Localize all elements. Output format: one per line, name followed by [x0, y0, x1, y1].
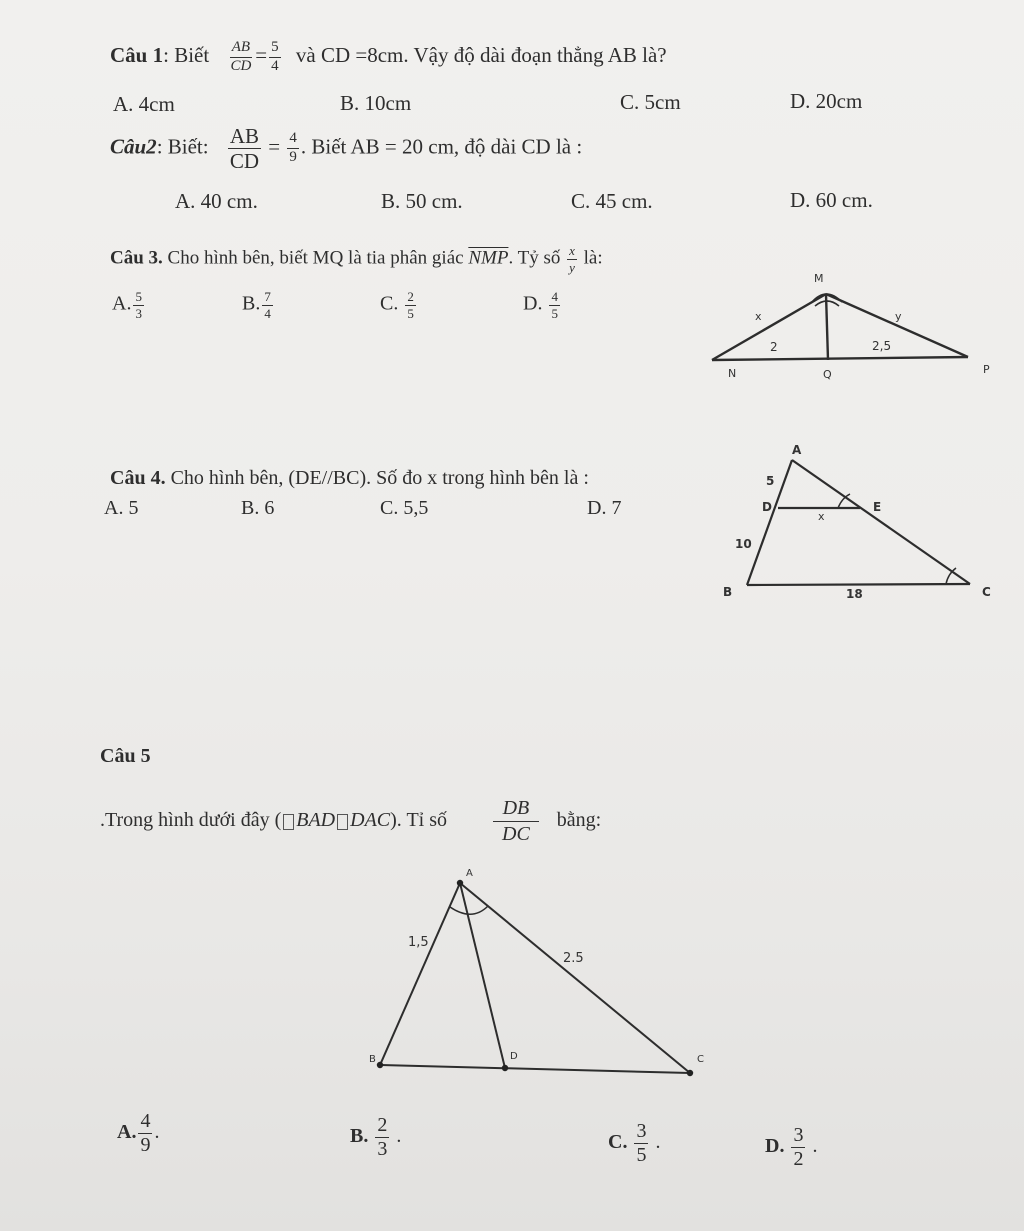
label-qp: 2,5 [872, 339, 892, 353]
label-ad: 5 [766, 474, 775, 488]
question-3-angle: $\overline{NMP}$ [468, 247, 509, 269]
question-2-option-d: D. 60 cm. [790, 188, 873, 212]
question-2: Câu2: Biết: $\frac{AB}{CD}$ = $\frac{4}{9}$ . Biết AB = 20 cm, độ dài CD là : [110, 124, 583, 174]
label-d: D [510, 1051, 518, 1062]
segment-ab [380, 883, 460, 1065]
question-1-label: Câu 1 [110, 43, 164, 68]
question-3-ratio: $\frac{x}{y}$ [569, 243, 575, 275]
label-x: x [755, 310, 762, 323]
question-2-pre: : Biết: [156, 134, 209, 159]
question-5-text-post: ). Tỉ số [390, 809, 447, 832]
question-4-option-b: B. 6 [241, 497, 275, 519]
question-2-label: Câu2 [110, 134, 157, 159]
question-4-text: Cho hình bên, (DE//BC). Số đo x trong hình bên là : [170, 467, 589, 489]
question-5-text-pre: .Trong hình dưới đây ( [100, 809, 282, 832]
question-2-post: . Biết AB = 20 cm, độ dài CD là : [300, 134, 583, 159]
question-2-option-b: B. 50 cm. [381, 189, 463, 213]
point-c [687, 1070, 693, 1076]
question-5-text-end: bằng: [556, 809, 602, 832]
label-a: A [466, 868, 473, 879]
segment-ac [460, 883, 690, 1073]
label-q: Q [823, 368, 832, 381]
label-d: D [762, 500, 772, 514]
label-c: C [982, 585, 991, 599]
question-3-text: Cho hình bên, biết MQ là tia phân giác [167, 247, 464, 269]
label-a: A [792, 443, 802, 457]
question-5-angle-2: DAC [350, 809, 391, 832]
label-p: P [983, 363, 990, 376]
label-nq: 2 [770, 340, 778, 354]
point-b [377, 1062, 383, 1068]
question-3-text2: . Tỷ số [508, 247, 561, 269]
label-n: N [728, 367, 737, 380]
question-5-angle-1: BAD [296, 809, 336, 832]
question-2-option-c: C. 45 cm. [571, 189, 653, 213]
question-1: Câu 1: Biết $\frac{AB}{CD}$ = $\frac{5}{4}$ và CD =8cm. Vậy độ dài đoạn thẳng AB là? [110, 39, 667, 74]
question-5-option-b: B. $\frac{2}{3}$ . [350, 1114, 402, 1160]
question-5-option-a: A. $\frac{4}{9}$ . [117, 1110, 160, 1156]
question-3-option-d: D. $\frac{4}{5}$ [523, 289, 558, 321]
question-1-pre: : Biết [163, 43, 210, 68]
label-b: B [723, 585, 733, 599]
question-1-option-d: D. 20cm [790, 89, 863, 113]
question-3-option-a: A. $\frac{5}{3}$ [112, 289, 142, 321]
question-4-option-a: A. 5 [104, 497, 139, 519]
point-d [502, 1065, 508, 1071]
label-de: x [818, 510, 825, 523]
question-1-fraction-left: $\frac{AB}{CD}$ [230, 39, 252, 74]
question-5-option-d: D. $\frac{3}{2}$ . [765, 1124, 818, 1170]
question-1-option-a: A. 4cm [113, 92, 175, 116]
question-1-option-b: B. 10cm [340, 91, 412, 115]
point-a [457, 880, 463, 886]
label-m: M [814, 272, 824, 285]
question-2-fraction-right: $\frac{4}{9}$ [289, 130, 297, 166]
question-2-option-a: A. 40 cm. [175, 189, 258, 213]
label-b: B [369, 1054, 376, 1065]
label-ac: 2.5 [563, 951, 584, 966]
question-3-option-b: B. $\frac{7}{4}$ [242, 289, 271, 321]
label-e: E [873, 500, 882, 514]
question-4-option-c: C. 5,5 [380, 497, 429, 519]
question-3-label: Câu 3. [110, 247, 163, 269]
question-3-text3: là: [583, 247, 603, 269]
question-5-label: Câu 5 [100, 745, 151, 767]
question-4-option-d: D. 7 [587, 497, 622, 519]
label-db: 10 [735, 537, 752, 551]
question-3-option-c: C. $\frac{2}{5}$ [380, 289, 414, 321]
segment-bc [380, 1065, 690, 1073]
question-1-option-c: C. 5cm [620, 90, 681, 114]
question-4-label: Câu 4. [110, 467, 166, 489]
question-1-post: và CD =8cm. Vậy độ dài đoạn thẳng AB là? [295, 43, 667, 68]
label-ab: 1,5 [408, 935, 429, 950]
label-c: C [697, 1054, 704, 1065]
label-y: y [895, 310, 902, 323]
label-bc: 18 [846, 587, 863, 601]
question-5-ratio: $\frac{DB}{DC}$ [492, 798, 540, 845]
angle-mark-a [450, 906, 488, 914]
question-2-fraction-left: $\frac{AB}{CD}$ [229, 124, 260, 174]
question-1-fraction-right: $\frac{5}{4}$ [271, 39, 279, 74]
question-5-option-c: C. $\frac{3}{5}$ . [608, 1120, 661, 1166]
